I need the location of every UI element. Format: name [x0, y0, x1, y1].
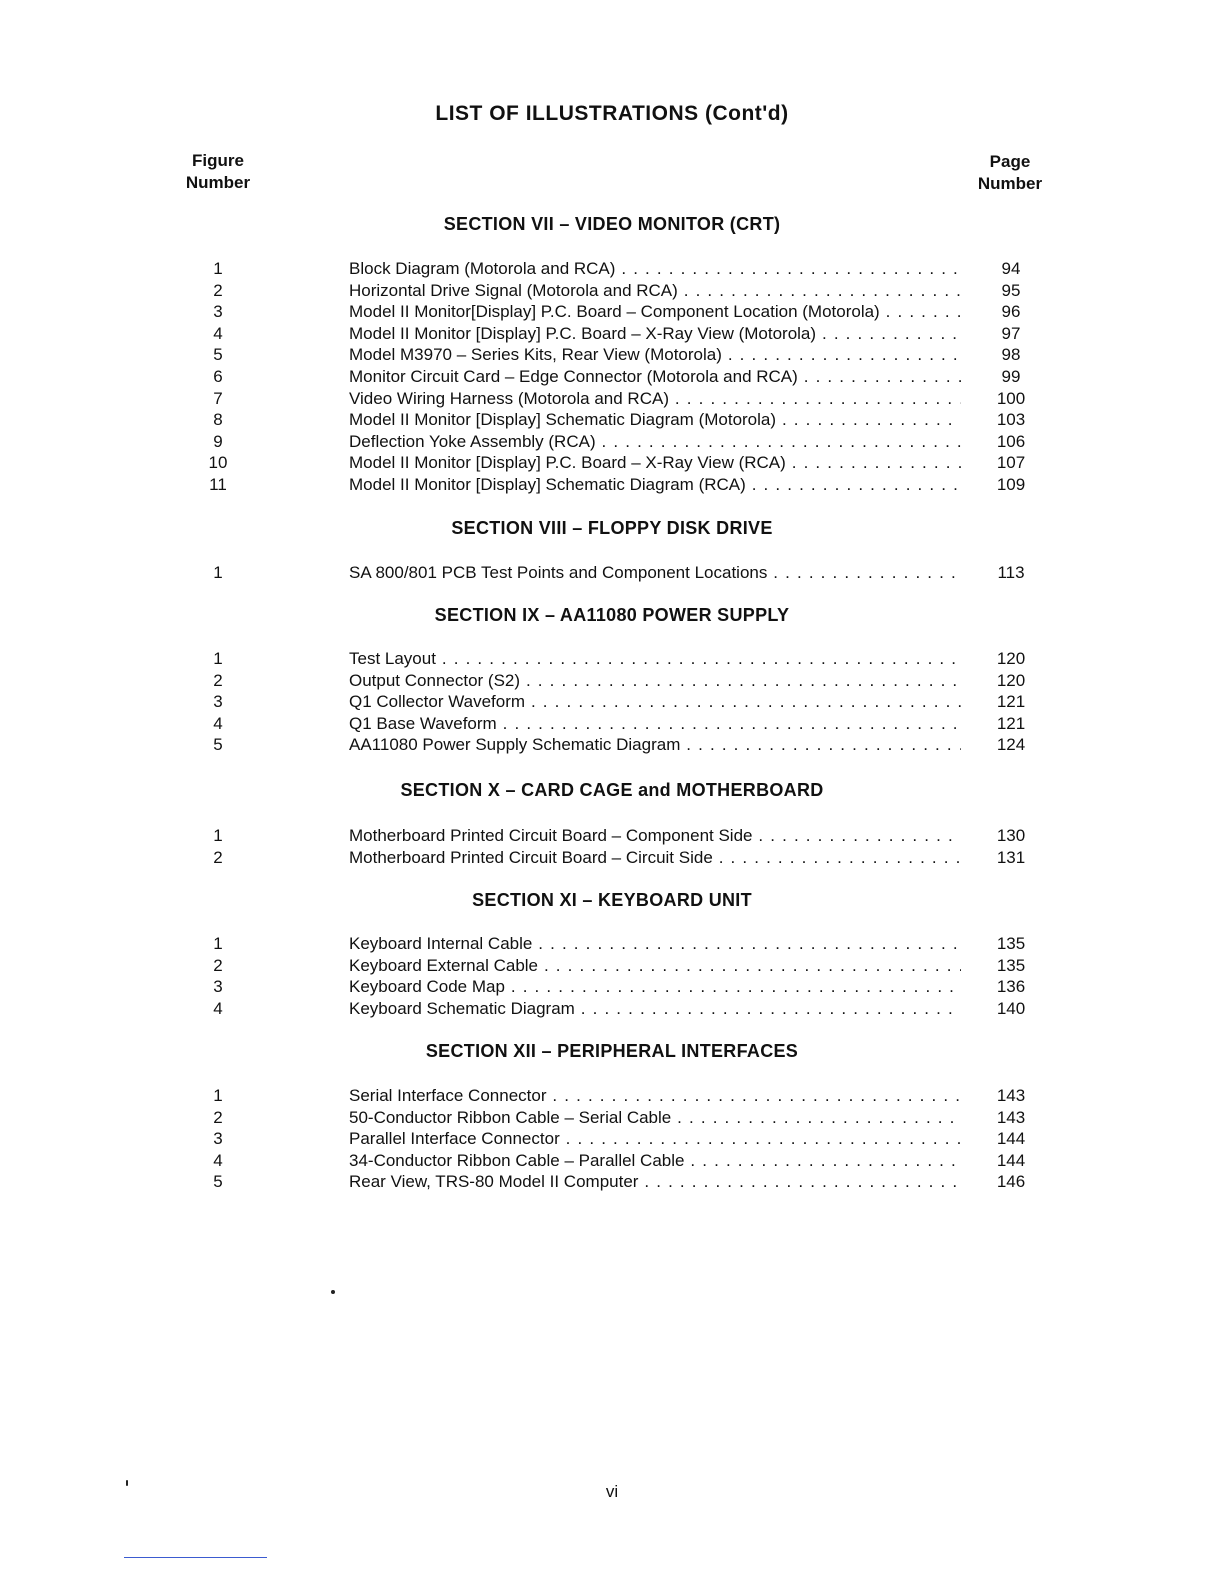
- figure-caption: AA11080 Power Supply Schematic Diagram . . .: [349, 734, 961, 756]
- figure-page-number: 95: [1001, 280, 1021, 300]
- illustration-entry: [0, 344, 1224, 366]
- figure-number: 1: [213, 563, 223, 582]
- figure-number: 9: [213, 431, 223, 451]
- figure-number: 5: [213, 1172, 223, 1192]
- section-entries-xii: [0, 1085, 1224, 1193]
- figure-number: 1: [213, 934, 223, 953]
- illustration-entry: [0, 1128, 1224, 1150]
- figure-page-number: 144: [996, 1129, 1026, 1149]
- figure-caption: Model II Monitor [Display] P.C. Board – X-Ray View (Motorola) . . .: [349, 323, 961, 345]
- figure-caption: Parallel Interface Connector . . .: [349, 1128, 961, 1150]
- figure-number: 3: [213, 302, 223, 322]
- illustration-entry: [0, 847, 1224, 869]
- figure-caption: Deflection Yoke Assembly (RCA) . . .: [349, 431, 961, 453]
- illustration-entry: [0, 452, 1224, 474]
- figure-number: 1: [213, 1086, 223, 1105]
- illustration-entry: [0, 258, 1224, 280]
- figure-number: 1: [213, 649, 223, 668]
- figure-page-number: 135: [996, 955, 1026, 975]
- illustration-entry: [0, 933, 1224, 955]
- figure-caption: Output Connector (S2) . . .: [349, 670, 961, 692]
- figure-page-number: 121: [996, 713, 1026, 733]
- figure-number: 4: [213, 1150, 223, 1170]
- figure-page-number: 98: [1001, 345, 1021, 365]
- page-title: LIST OF ILLUSTRATIONS (Cont'd): [435, 102, 789, 125]
- illustration-entry: [0, 734, 1224, 756]
- figure-caption: Keyboard Code Map . . .: [349, 976, 961, 998]
- figure-page-number: 120: [996, 670, 1026, 690]
- figure-page-number: 144: [996, 1150, 1026, 1170]
- figure-caption: Motherboard Printed Circuit Board – Component Side . . .: [349, 825, 961, 847]
- figure-page-number: 106: [996, 431, 1026, 451]
- figure-page-number: 94: [1001, 259, 1021, 278]
- figure-number: 2: [213, 670, 223, 690]
- figure-caption: Keyboard Internal Cable . . .: [349, 933, 961, 955]
- figure-caption: Model II Monitor[Display] P.C. Board – Component Location (Motorola) . . .: [349, 301, 961, 323]
- illustration-entry: [0, 366, 1224, 388]
- page-number-header: [962, 151, 1058, 195]
- section-entries-xi: [0, 933, 1224, 1019]
- figure-number: 2: [213, 847, 223, 867]
- section-title-xi: SECTION XI – KEYBOARD UNIT: [472, 890, 752, 910]
- illustration-entry: [0, 1107, 1224, 1129]
- figure-caption: Test Layout . . .: [349, 648, 961, 670]
- figure-caption: Block Diagram (Motorola and RCA) . . .: [349, 258, 961, 280]
- figure-number: 3: [213, 1129, 223, 1149]
- figure-caption: Model II Monitor [Display] Schematic Diagram (Motorola) . . .: [349, 409, 961, 431]
- figure-number: 2: [213, 1107, 223, 1127]
- page-number: vi: [605, 1482, 619, 1501]
- figure-number: 8: [213, 410, 223, 430]
- figure-page-number: 140: [996, 998, 1026, 1018]
- illustration-entry: [0, 713, 1224, 735]
- figure-number: 1: [213, 826, 223, 845]
- illustration-entry: [0, 998, 1224, 1020]
- figure-caption: Video Wiring Harness (Motorola and RCA) . . .: [349, 388, 961, 410]
- figure-page-number: 109: [996, 474, 1026, 494]
- figure-caption: Model II Monitor [Display] P.C. Board – X-Ray View (RCA) . . .: [349, 452, 961, 474]
- figure-number: 3: [213, 977, 223, 997]
- section-title-viii: SECTION VIII – FLOPPY DISK DRIVE: [451, 518, 773, 538]
- section-entries-viii: [0, 562, 1224, 584]
- figure-caption: Serial Interface Connector . . .: [349, 1085, 961, 1107]
- figure-page-number: 143: [996, 1086, 1026, 1105]
- illustration-entry: [0, 431, 1224, 453]
- figure-caption: Monitor Circuit Card – Edge Connector (Motorola and RCA) . . .: [349, 366, 961, 388]
- figure-caption: Horizontal Drive Signal (Motorola and RCA) . . .: [349, 280, 961, 302]
- illustration-entry: [0, 323, 1224, 345]
- illustration-entry: [0, 1171, 1224, 1193]
- section-title-x: SECTION X – CARD CAGE and MOTHERBOARD: [400, 780, 824, 800]
- figure-page-number: 135: [996, 934, 1026, 953]
- figure-number: 10: [208, 453, 228, 473]
- figure-number: 11: [209, 474, 227, 494]
- figure-page-number: 130: [996, 826, 1026, 845]
- figure-page-number: 146: [996, 1172, 1026, 1192]
- section-entries-x: [0, 825, 1224, 868]
- section-title-xii: SECTION XII – PERIPHERAL INTERFACES: [425, 1041, 799, 1061]
- illustration-entry: [0, 1085, 1224, 1107]
- figure-caption: Keyboard Schematic Diagram . . .: [349, 998, 961, 1020]
- figure-caption: Q1 Base Waveform . . .: [349, 713, 961, 735]
- illustration-entry: [0, 1150, 1224, 1172]
- figure-number: 4: [213, 998, 223, 1018]
- figure-number: 2: [213, 280, 223, 300]
- figure-number: 7: [213, 388, 223, 408]
- figure-page-number: 124: [996, 735, 1026, 755]
- figure-number: 2: [213, 955, 223, 975]
- figure-caption: 34-Conductor Ribbon Cable – Parallel Cable . . .: [349, 1150, 961, 1172]
- illustration-entry: [0, 648, 1224, 670]
- figure-caption: Motherboard Printed Circuit Board – Circuit Side . . .: [349, 847, 961, 869]
- figure-page-number: 143: [996, 1107, 1026, 1127]
- scan-speck: [126, 1480, 128, 1486]
- figure-page-number: 113: [997, 563, 1025, 582]
- illustration-entry: [0, 280, 1224, 302]
- section-entries-ix: [0, 648, 1224, 756]
- figure-page-number: 103: [996, 410, 1026, 430]
- figure-page-number: 120: [996, 649, 1026, 668]
- figure-caption: Rear View, TRS-80 Model II Computer . . .: [349, 1171, 961, 1193]
- figure-number-header: [170, 150, 266, 194]
- figure-number: 1: [213, 259, 223, 278]
- figure-page-number: 121: [996, 692, 1026, 712]
- figure-number: 4: [213, 323, 223, 343]
- figure-number: 4: [213, 713, 223, 733]
- footer-rule: [124, 1557, 267, 1558]
- figure-number-header-text: Figure Number: [185, 151, 251, 192]
- figure-caption: 50-Conductor Ribbon Cable – Serial Cable . . .: [349, 1107, 961, 1129]
- figure-number: 5: [213, 345, 223, 365]
- illustration-entry: [0, 670, 1224, 692]
- illustration-entry: [0, 409, 1224, 431]
- figure-page-number: 107: [996, 453, 1026, 473]
- figure-page-number: 97: [1001, 323, 1021, 343]
- illustration-entry: [0, 955, 1224, 977]
- section-title-vii: SECTION VII – VIDEO MONITOR (CRT): [443, 214, 781, 234]
- figure-number: 3: [213, 692, 223, 712]
- figure-page-number: 131: [996, 847, 1026, 867]
- figure-caption: Model M3970 – Series Kits, Rear View (Motorola) . . .: [349, 344, 961, 366]
- figure-number: 6: [213, 366, 223, 386]
- section-entries-vii: [0, 258, 1224, 496]
- figure-page-number: 96: [1001, 302, 1021, 322]
- figure-caption: Q1 Collector Waveform . . .: [349, 691, 961, 713]
- figure-caption: Keyboard External Cable . . .: [349, 955, 961, 977]
- illustration-entry: [0, 301, 1224, 323]
- illustration-entry: [0, 691, 1224, 713]
- figure-caption: SA 800/801 PCB Test Points and Component Locations . . .: [349, 562, 961, 584]
- figure-caption: Model II Monitor [Display] Schematic Diagram (RCA) . . .: [349, 474, 961, 496]
- section-title-ix: SECTION IX – AA11080 POWER SUPPLY: [434, 605, 790, 625]
- illustration-entry: [0, 825, 1224, 847]
- illustration-entry: [0, 474, 1224, 496]
- figure-page-number: 136: [996, 977, 1026, 997]
- scan-speck: [331, 1290, 335, 1294]
- illustration-entry: [0, 976, 1224, 998]
- illustration-entry: [0, 562, 1224, 584]
- illustration-entry: [0, 388, 1224, 410]
- figure-page-number: 100: [996, 388, 1026, 408]
- page-number-header-text: Page Number: [977, 152, 1043, 193]
- figure-page-number: 99: [1001, 366, 1021, 386]
- figure-number: 5: [213, 735, 223, 755]
